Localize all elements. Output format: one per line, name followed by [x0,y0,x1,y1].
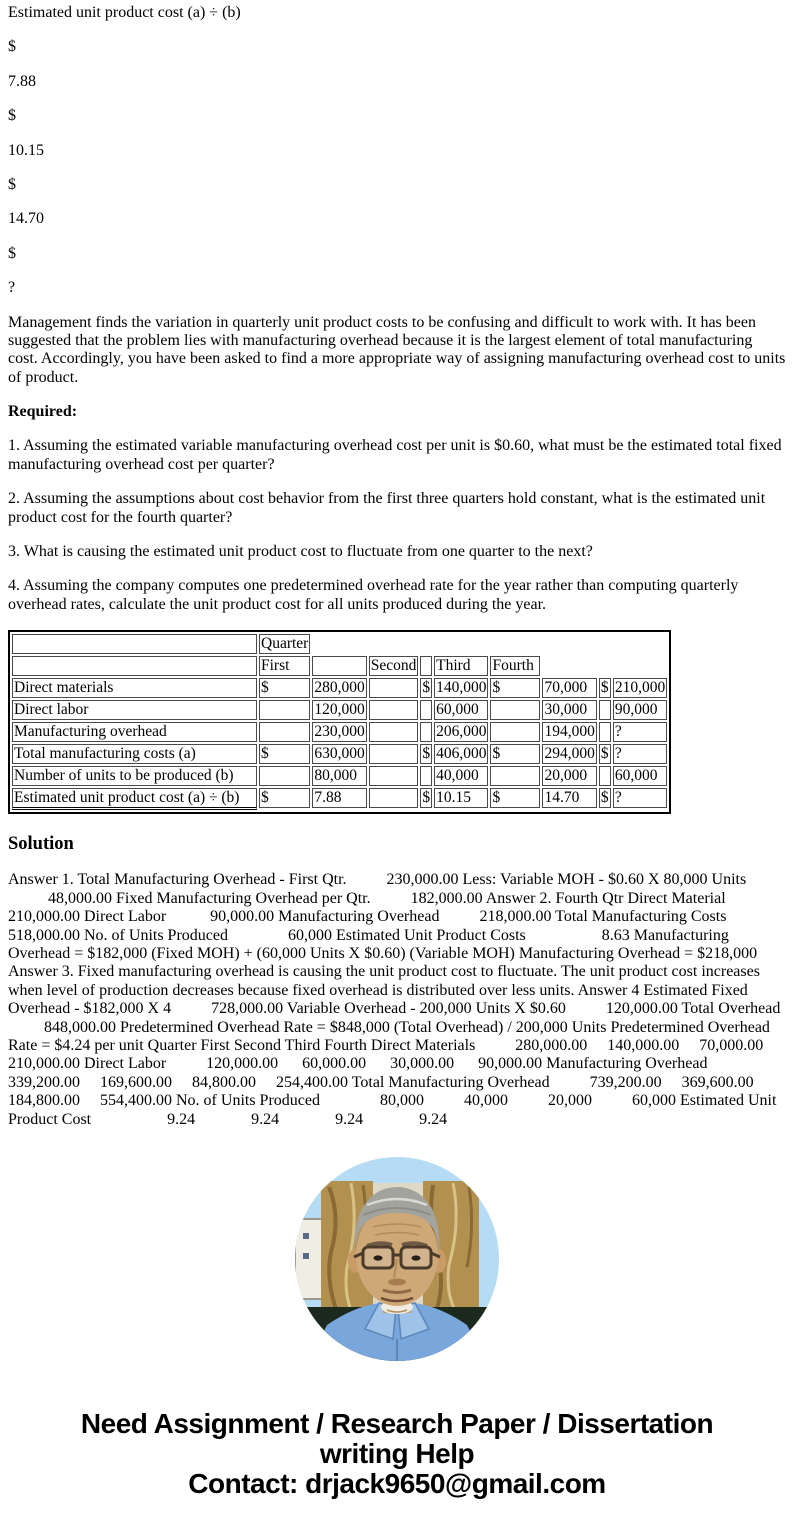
text-fragment: Estimated unit product cost (a) ÷ (b) [8,4,241,21]
cell-box [490,722,540,742]
table-cell [434,722,488,742]
table-cell [490,634,540,654]
table-cell [259,678,310,698]
table-cell [613,700,667,720]
table-row [12,788,667,810]
table-cell [259,722,310,742]
table-cell [259,744,310,764]
cell-box: 70,000 [542,678,596,698]
table-cell [369,678,419,698]
cell-box: 7.88 [312,788,366,808]
table-cell [259,788,310,810]
cell-box: $ [259,744,310,764]
table-cell [369,766,419,786]
required-label: Required: [8,403,78,421]
table-cell [312,788,366,810]
cell-box: Direct materials [12,678,257,698]
text-fragment: ? [8,279,16,297]
table-cell [369,788,419,810]
cell-box [490,700,540,720]
cell-box: $ [599,678,611,698]
cell-box: $ [490,678,540,698]
table-cell [369,744,419,764]
table-cell [490,744,540,764]
cell-box: Direct labor [12,700,257,720]
text-fragment: 14.70 [8,210,44,228]
cell-box: 120,000 [314,701,365,719]
table-row [12,722,667,742]
cell-box: 40,000 [434,766,488,786]
table-cell [490,766,540,786]
footer-banner [8,1409,786,1499]
cell-box: Total manufacturing costs (a) [12,744,257,764]
cell-box [369,744,419,764]
table-cell [542,722,596,742]
table-cell [259,656,310,676]
cell-box: Quarter [261,635,309,653]
cell-box: 20,000 [542,766,596,786]
table-cell [434,700,488,720]
cell-box: Estimated unit product cost (a) ÷ (b) [12,788,257,810]
table-cell [12,722,257,742]
table-cell [434,634,488,654]
cell-box: 30,000 [542,700,596,720]
cell-box: 280,000 [314,679,365,697]
cell-box: 294,000 [544,745,595,763]
cell-box: Second [370,657,417,675]
cell-box [599,700,611,720]
table-cell [613,656,667,676]
table-row [12,678,667,698]
table-row [12,700,667,720]
table-cell [490,700,540,720]
table-cell [613,722,667,742]
table-cell [542,634,596,654]
table-cell [434,678,488,698]
table-cell [490,656,540,676]
cell-box: 194,000 [544,723,595,741]
table-cell [490,678,540,698]
table-cell [490,722,540,742]
table-cell [542,788,596,810]
table-cell [312,722,366,742]
cell-box: Number of units to be produced (b) [12,766,257,786]
text-fragment: 7.88 [8,72,36,90]
table-cell [312,700,366,720]
table-cell [420,678,432,698]
table-cell [369,700,419,720]
text-fragment: 10.15 [8,141,44,159]
table-row [12,656,667,676]
cell-box: 206,000 [436,723,487,741]
cell-box: $ [599,744,611,764]
cell-box: $ [259,788,310,808]
table-cell [599,634,611,654]
table-cell [490,788,540,810]
cell-box [259,700,310,720]
table-cell [12,788,257,810]
table-cell [312,766,366,786]
cell-box: 14.70 [542,788,596,808]
cell-box [312,656,366,676]
cell-box: $ [490,788,540,808]
table-cell [613,788,667,810]
cell-box: Third [434,656,488,676]
cell-box: 80,000 [312,766,366,786]
cell-box: ? [613,722,667,742]
cell-box [420,722,432,742]
solution-text: Answer 1. Total Manufacturing Overhead - First Qtr. 230,000.00 Less: Variable MOH - $0.60 X 80,000 Units 48,000.00 Fixed Manufacturing Overhead per Qtr. 182,000.00 Answer 2. Fourth Qtr Direct Material 210,000.00 Direct Labor 90,000.00 Manufacturing Overhead 218,000.00 Total Manufacturing Costs 518,000.00 No. of Units Produced 60,000 Estimated Unit Product Costs 8.63 Manufacturing Overhead = $182,000 (Fixed MOH) + (60,000 Units X $0.60) (Variable MOH) Manufacturing Overhead = $218,000 Answer 3. Fixed manufacturing overhead is causing the unit product cost to fluctuate. The unit product cost increases when level of production decreases because fixed overhead is distributed over less units. Answer 4 Estimated Fixed Overhead - $182,000 X 4 728,000.00 Variable Overhead - 200,000 Units X $0.60 120,000.00 Total Overhead 848,000.00 Predetermined Overhead Rate = $848,000 (Total Overhead) / 200,000 Units Predetermined Overhead Rate = $4.24 per unit Quarter First Second Third Fourth Direct Materials 280,000.00 140,000.00 70,000.00 210,000.00 Direct Labor 120,000.00 60,000.00 30,000.00 90,000.00 Manufacturing Overhead 339,200.00 169,600.00 84,800.00 254,400.00 Total Manufacturing Overhead 739,200.00 369,600.00 184,800.00 554,400.00 No. of Units Produced 80,000 40,000 20,000 60,000 Estimated Unit Product Cost 9.24 9.24 9.24 9.24 [8,871,781,1128]
footer-contact: Contact: drjack9650@gmail.com [188,1467,606,1499]
table-cell [312,678,366,698]
table-cell [420,766,432,786]
cell-box: 230,000 [314,723,365,741]
cell-box: $ [599,788,611,808]
question-3: 3. What is causing the estimated unit product cost to fluctuate from one quarter to the next? [8,543,593,561]
question-4: 4. Assuming the company computes one predetermined overhead rate for the year rather than computing quarterly overhead rates, calculate the unit product cost for all units produced during the year. [8,577,739,613]
cell-box [12,656,257,676]
question-1: 1. Assuming the estimated variable manufacturing overhead cost per unit is $0.60, what must be the estimated total fixed manufacturing overhead cost per quarter? [8,437,782,473]
cell-box [599,722,611,742]
table-cell [369,656,419,676]
table-cell [599,766,611,786]
cell-box [12,634,257,654]
cell-box [420,700,432,720]
intro-paragraph: Management finds the variation in quarterly unit product costs to be confusing and difficult to work with. It has been suggested that the problem lies with manufacturing overhead because it is the largest element of total manufacturing cost. Accordingly, you have been asked to find a more appropriate way of assigning manufacturing overhead cost to units of product. [8,313,786,386]
table-cell [420,656,432,676]
solution-heading: Solution [8,834,74,855]
table-cell [12,700,257,720]
cell-box: ? [613,744,667,764]
table-cell [12,766,257,786]
table-cell [599,700,611,720]
cell-box: 406,000 [436,745,487,763]
cell-box [369,700,419,720]
table-cell [369,722,419,742]
cell-box [369,766,419,786]
table-cell [434,788,488,810]
cell-box [420,656,432,676]
table-cell [613,634,667,654]
table-cell [12,744,257,764]
table-cell [12,656,257,676]
table-row [12,766,667,786]
footer-line-2: writing Help [319,1437,475,1469]
cell-box: $ [490,744,540,764]
table-cell [12,634,257,654]
cell-box: 60,000 [434,700,488,720]
question-2: 2. Assuming the assumptions about cost behavior from the first three quarters hold constant, what is the estimated unit product cost for the fourth quarter? [8,490,766,526]
table-cell [599,656,611,676]
table-cell [259,700,310,720]
table-cell [420,788,432,810]
table-cell [542,700,596,720]
instructor-avatar [295,1157,499,1361]
cell-box: 90,000 [613,700,667,720]
table-cell [613,744,667,764]
table-cell [613,678,667,698]
cell-box [259,766,310,786]
text-fragment: $ [8,107,16,125]
cell-box [369,678,419,698]
table-cell [613,766,667,786]
cell-box [259,722,310,742]
cell-box [369,722,419,742]
table-cell [12,678,257,698]
cell-box: $ [259,678,310,698]
window-frame [295,1219,325,1299]
table-cell [259,634,310,654]
cell-box: 140,000 [436,679,487,697]
table-cell [420,722,432,742]
table-row [12,634,667,654]
table-cell [420,634,432,654]
table-cell [420,700,432,720]
text-fragment: $ [8,175,16,193]
table-cell [434,766,488,786]
table-cell [542,766,596,786]
table-cell [434,656,488,676]
table-cell [420,744,432,764]
table-cell [542,744,596,764]
table-cell [312,744,366,764]
cell-box: 210,000 [614,679,666,697]
top-fragments [8,4,786,298]
instructor-photo [295,1157,499,1361]
cell-box: First [259,656,310,676]
cell-box [490,766,540,786]
table-cell [599,678,611,698]
cell-box: ? [613,788,667,808]
table-cell [434,744,488,764]
table-cell [599,722,611,742]
text-fragment: $ [8,38,16,56]
cell-box: $ [422,745,431,763]
cell-box: Manufacturing overhead [12,722,257,742]
cell-box: 60,000 [613,766,667,786]
cell-box [420,766,432,786]
cell-box [369,788,419,808]
table-cell [542,678,596,698]
table-cell [599,744,611,764]
table-cell [369,634,419,654]
cell-box: 10.15 [434,788,488,808]
cell-box: 630,000 [314,745,365,763]
table-row [12,744,667,764]
cell-box [599,766,611,786]
table-cell [599,788,611,810]
table-cell [259,766,310,786]
footer-line-1: Need Assignment / Research Paper / Dissertation [80,1407,714,1439]
cell-box: Fourth [490,656,540,676]
table-cell [312,634,366,654]
text-fragment: $ [8,244,16,262]
cell-box: $ [422,679,431,697]
cell-box: $ [422,789,431,807]
quarter-cost-table [8,630,671,814]
table-cell [542,656,596,676]
table-cell [312,656,366,676]
